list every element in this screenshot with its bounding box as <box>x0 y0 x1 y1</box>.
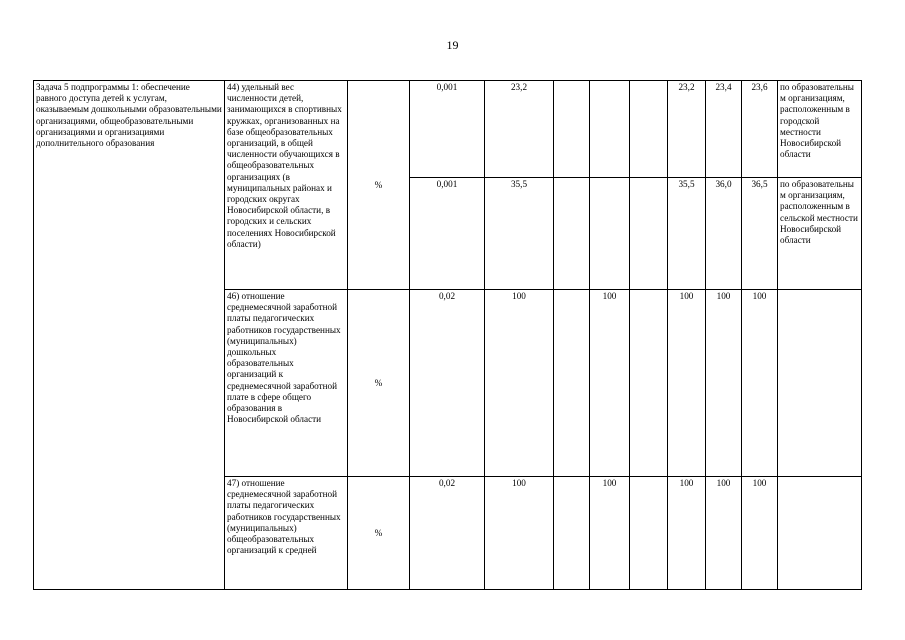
value-cell: 100 <box>706 477 742 590</box>
value-cell: 35,5 <box>668 178 706 290</box>
value-cell: 100 <box>706 290 742 477</box>
indicator-cell: 44) удельный вес численности детей, занимающихся в спортивных кружках, организованных на базе общеобразовательных организаций, в общей численности обучающихся в общеобразовательных организациях (в муниципальных районах и городских округах Новосибирской области, в городских и сельских поселениях Новосибирской области) <box>225 81 348 290</box>
value-cell: 23,2 <box>485 81 554 178</box>
unit-cell: % <box>348 290 410 477</box>
page-number: 19 <box>446 38 459 52</box>
value-cell: 100 <box>742 477 778 590</box>
note-cell: по образовательны м организациям, расположенным в городской местности Новосибирской области <box>778 81 862 178</box>
value-cell: 0,02 <box>410 290 485 477</box>
task-cell <box>34 81 225 590</box>
value-cell: 100 <box>485 290 554 477</box>
value-cell: 0,02 <box>410 477 485 590</box>
value-cell: 36,5 <box>742 178 778 290</box>
value-cell: 0,001 <box>410 178 485 290</box>
value-cell: 23,6 <box>742 81 778 178</box>
value-cell <box>554 81 590 178</box>
value-cell <box>630 81 668 178</box>
indicator-cell: 46) отношение среднемесячной заработной платы педагогических работников государственных (муниципальных) дошкольных образовательных организаций к среднемесячной заработной плате в сфере общего образования в Новосибирской области <box>225 290 348 477</box>
value-cell <box>630 178 668 290</box>
value-cell <box>630 290 668 477</box>
value-cell: 35,5 <box>485 178 554 290</box>
value-cell <box>554 178 590 290</box>
indicator-cell: 47) отношение среднемесячной заработной платы педагогических работников государственных (муниципальных) общеобразовательных организаций к средней <box>225 477 348 590</box>
value-cell: 100 <box>485 477 554 590</box>
value-cell: 100 <box>590 477 630 590</box>
value-cell: 23,4 <box>706 81 742 178</box>
value-cell: 100 <box>590 290 630 477</box>
table-row <box>34 81 862 178</box>
value-cell: 100 <box>668 477 706 590</box>
value-cell: 100 <box>742 290 778 477</box>
unit-cell: % <box>348 477 410 590</box>
task-text: Задача 5 подпрограммы 1: обеспечение равного доступа детей к услугам, оказываемым дошкольными образовательными организациями, общеобразовательными организациями и организациями дополнительного образования <box>36 82 222 149</box>
value-cell <box>590 81 630 178</box>
note-cell: по образовательны м организациям, расположенным в сельской местности Новосибирской области <box>778 178 862 290</box>
note-cell <box>778 290 862 477</box>
note-cell <box>778 477 862 590</box>
value-cell: 0,001 <box>410 81 485 178</box>
indicators-table <box>33 80 862 590</box>
value-cell: 100 <box>668 290 706 477</box>
value-cell: 23,2 <box>668 81 706 178</box>
value-cell <box>554 477 590 590</box>
unit-cell: % <box>348 81 410 290</box>
value-cell <box>554 290 590 477</box>
value-cell: 36,0 <box>706 178 742 290</box>
value-cell <box>590 178 630 290</box>
value-cell <box>630 477 668 590</box>
